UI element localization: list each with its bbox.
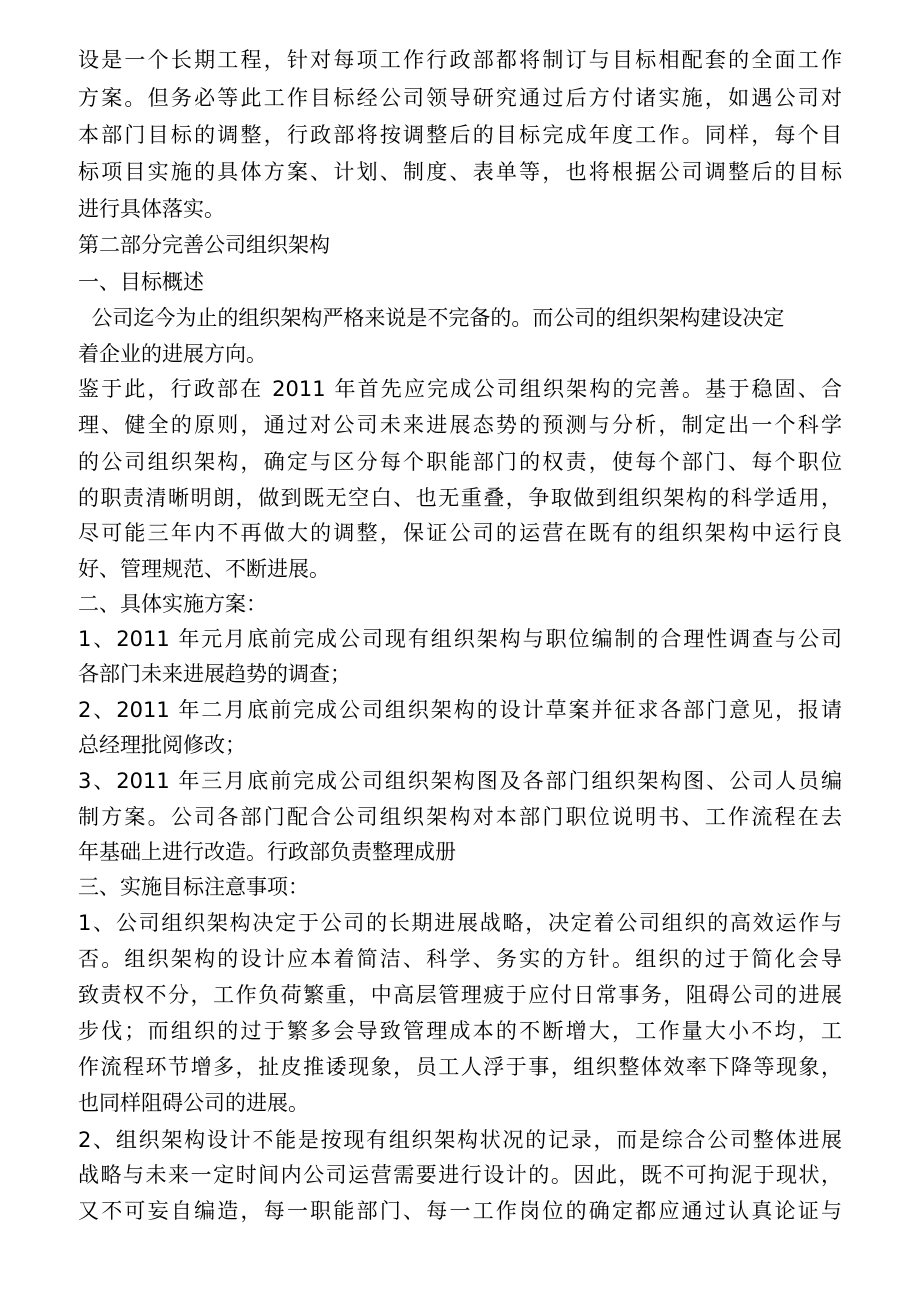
- text-line: 制方案。公司各部门配合公司组织架构对本部门职位说明书、工作流程在去: [78, 805, 842, 829]
- text-line: 的公司组织架构，确定与区分每个职能部门的权责，使每个部门、每个职位: [78, 450, 842, 474]
- text-line: 方案。但务必等此工作目标经公司领导研究通过后方付诸实施，如遇公司对: [78, 86, 842, 110]
- text-line: 好、管理规范、不断进展。: [78, 557, 330, 581]
- text-line: 本部门目标的调整，行政部将按调整后的目标完成年度工作。同样，每个目: [78, 123, 842, 147]
- text-line: 鉴于此，行政部在 2011 年首先应完成公司组织架构的完善。基于稳固、合: [78, 377, 842, 401]
- subsection-heading: 一、目标概述: [78, 270, 204, 294]
- text-line: 进行具体落实。: [78, 197, 225, 221]
- text-line: 又不可妄自编造，每一职能部门、每一工作岗位的确定都应通过认真论证与: [78, 1199, 842, 1223]
- text-line: 各部门未来进展趋势的调查；: [78, 662, 351, 686]
- section-heading: 第二部分完善公司组织架构: [78, 233, 330, 257]
- text-line: 设是一个长期工程，针对每项工作行政部都将制订与目标相配套的全面工作: [78, 48, 842, 72]
- text-line: 尽可能三年内不再做大的调整，保证公司的运营在既有的组织架构中运行良: [78, 521, 842, 545]
- text-line: 2、组织架构设计不能是按现有组织架构状况的记录，而是综合公司整体进展: [78, 1128, 842, 1152]
- text-line: 公司迄今为止的组织架构严格来说是不完备的。而公司的组织架构建设决定: [78, 306, 785, 330]
- text-line: 着企业的进展方向。: [78, 342, 267, 366]
- text-line: 理、健全的原则，通过对公司未来进展态势的预测与分析，制定出一个科学: [78, 413, 842, 437]
- text-line: 总经理批阅修改；: [78, 733, 246, 757]
- text-line: 1、公司组织架构决定于公司的长期进展战略，决定着公司组织的高效运作与: [78, 911, 842, 935]
- text-line: 也同样阻碍公司的进展。: [78, 1091, 309, 1115]
- text-line: 步伐；而组织的过于繁多会导致管理成本的不断增大，工作量大小不均，工: [78, 1019, 842, 1043]
- text-line: 1、2011 年元月底前完成公司现有组织架构与职位编制的合理性调查与公司: [78, 627, 842, 651]
- text-line: 2、2011 年二月底前完成公司组织架构的设计草案并征求各部门意见，报请: [78, 698, 842, 722]
- text-line: 致责权不分，工作负荷繁重，中高层管理疲于应付日常事务，阻碍公司的进展: [78, 983, 842, 1007]
- subsection-heading: 二、具体实施方案：: [78, 592, 267, 616]
- text-line: 战略与未来一定时间内公司运营需要进行设计的。因此，既不可拘泥于现状，: [78, 1163, 842, 1187]
- text-line: 的职责清晰明朗，做到既无空白、也无重叠，争取做到组织架构的科学适用，: [78, 486, 842, 510]
- text-line: 3、2011 年三月底前完成公司组织架构图及各部门组织架构图、公司人员编: [78, 769, 842, 793]
- text-line: 作流程环节增多，扯皮推诿现象，员工人浮于事，组织整体效率下降等现象，: [78, 1055, 842, 1079]
- text-line: 否。组织架构的设计应本着简洁、科学、务实的方针。组织的过于简化会导: [78, 947, 842, 971]
- text-line: 年基础上进行改造。行政部负责整理成册: [78, 840, 456, 864]
- subsection-heading: 三、实施目标注意事项：: [78, 875, 309, 899]
- text-line: 标项目实施的具体方案、计划、制度、表单等，也将根据公司调整后的目标: [78, 160, 842, 184]
